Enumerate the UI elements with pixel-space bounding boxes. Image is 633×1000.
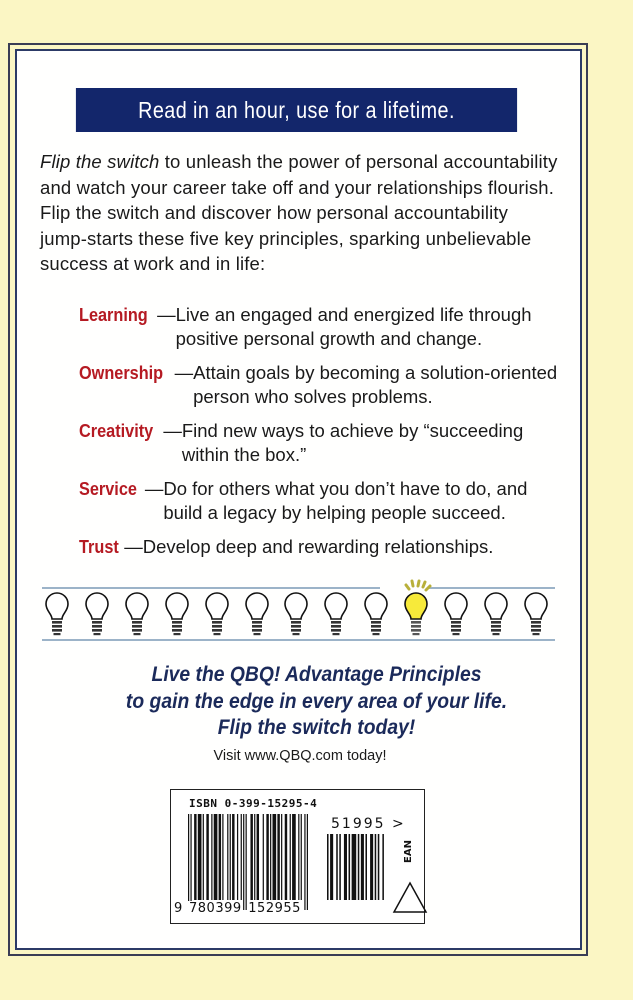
lightbulb-icon	[483, 592, 509, 638]
rule-top-left	[42, 587, 380, 589]
tagline-line: to gain the edge in every area of your life.	[125, 689, 508, 713]
principle-term: Service	[79, 478, 137, 499]
lightbulb-icon	[363, 592, 389, 638]
lightbulb-icon	[84, 592, 110, 638]
rule-bottom	[42, 639, 555, 641]
principles-list	[79, 303, 559, 569]
principle-desc: Find new ways to achieve by “succeeding within the box.”	[181, 420, 524, 465]
em-dash: —	[124, 536, 143, 557]
principle-desc: Live an engaged and energized life through positive personal growth and change.	[175, 304, 532, 349]
lightbulb-icon	[204, 592, 230, 638]
banner-text: Read in an hour, use for a lifetime.	[138, 96, 455, 123]
em-dash: —	[163, 420, 182, 441]
principle-desc: Develop deep and rewarding relationships.	[142, 536, 494, 557]
lead-digit: 9	[174, 901, 183, 916]
digit-group-2: 152955	[248, 901, 301, 916]
principle-trust	[79, 535, 559, 559]
em-dash: —	[144, 478, 164, 499]
principle-ownership	[79, 361, 559, 409]
barcode-main-icon	[188, 814, 308, 910]
lightbulb-row	[42, 584, 555, 642]
tagline	[0, 662, 633, 742]
lit-lightbulb-icon	[403, 580, 429, 638]
addon-marker: >	[392, 816, 406, 832]
principle-desc: Do for others what you don’t have to do, and build a legacy by helping people succeed.	[163, 478, 528, 523]
em-dash: —	[157, 304, 176, 325]
principle-term: Learning	[79, 304, 148, 325]
barcode-digits	[174, 901, 302, 916]
principle-creativity	[79, 419, 559, 467]
lightbulb-icon	[323, 592, 349, 638]
lightbulb-icon	[164, 592, 190, 638]
digit-group-1: 780399	[189, 901, 242, 916]
lightbulb-icon	[523, 592, 549, 638]
intro-text: to unleash the power of personal accountability and watch your career take off and your relationships flourish. Flip the switch and discover how personal accountability jump-starts these five key principles, sparking unbelievable success at work and in life:	[40, 151, 558, 274]
principle-term: Creativity	[79, 420, 154, 441]
isbn-label: ISBN 0-399-15295-4	[189, 797, 318, 810]
triangle-icon	[392, 881, 428, 914]
rule-top-right	[428, 587, 555, 589]
lightbulb-icon	[443, 592, 469, 638]
intro-paragraph	[40, 149, 560, 277]
principle-service	[79, 477, 559, 525]
addon-digits: 51995	[331, 816, 386, 832]
barcode-addon-icon	[327, 834, 387, 910]
principle-term: Trust	[79, 536, 119, 557]
ean-label: EAN	[402, 840, 414, 863]
em-dash: —	[174, 362, 194, 383]
principle-desc: Attain goals by becoming a solution-oriented person who solves problems.	[193, 362, 558, 407]
headline-banner	[76, 88, 517, 132]
principle-term: Ownership	[79, 362, 164, 383]
tagline-line: Flip the switch today!	[217, 716, 416, 739]
lightbulb-icon	[283, 592, 309, 638]
lightbulb-icon	[124, 592, 150, 638]
addon-price-code	[331, 816, 406, 832]
tagline-line: Live the QBQ! Advantage Principles	[151, 663, 482, 686]
barcode-box	[170, 789, 425, 924]
intro-lead: Flip the switch	[40, 151, 160, 172]
lightbulb-icon	[244, 592, 270, 638]
lightbulb-icon	[44, 592, 70, 638]
principle-learning	[79, 303, 559, 351]
visit-website-text: Visit www.QBQ.com today!	[213, 748, 387, 764]
